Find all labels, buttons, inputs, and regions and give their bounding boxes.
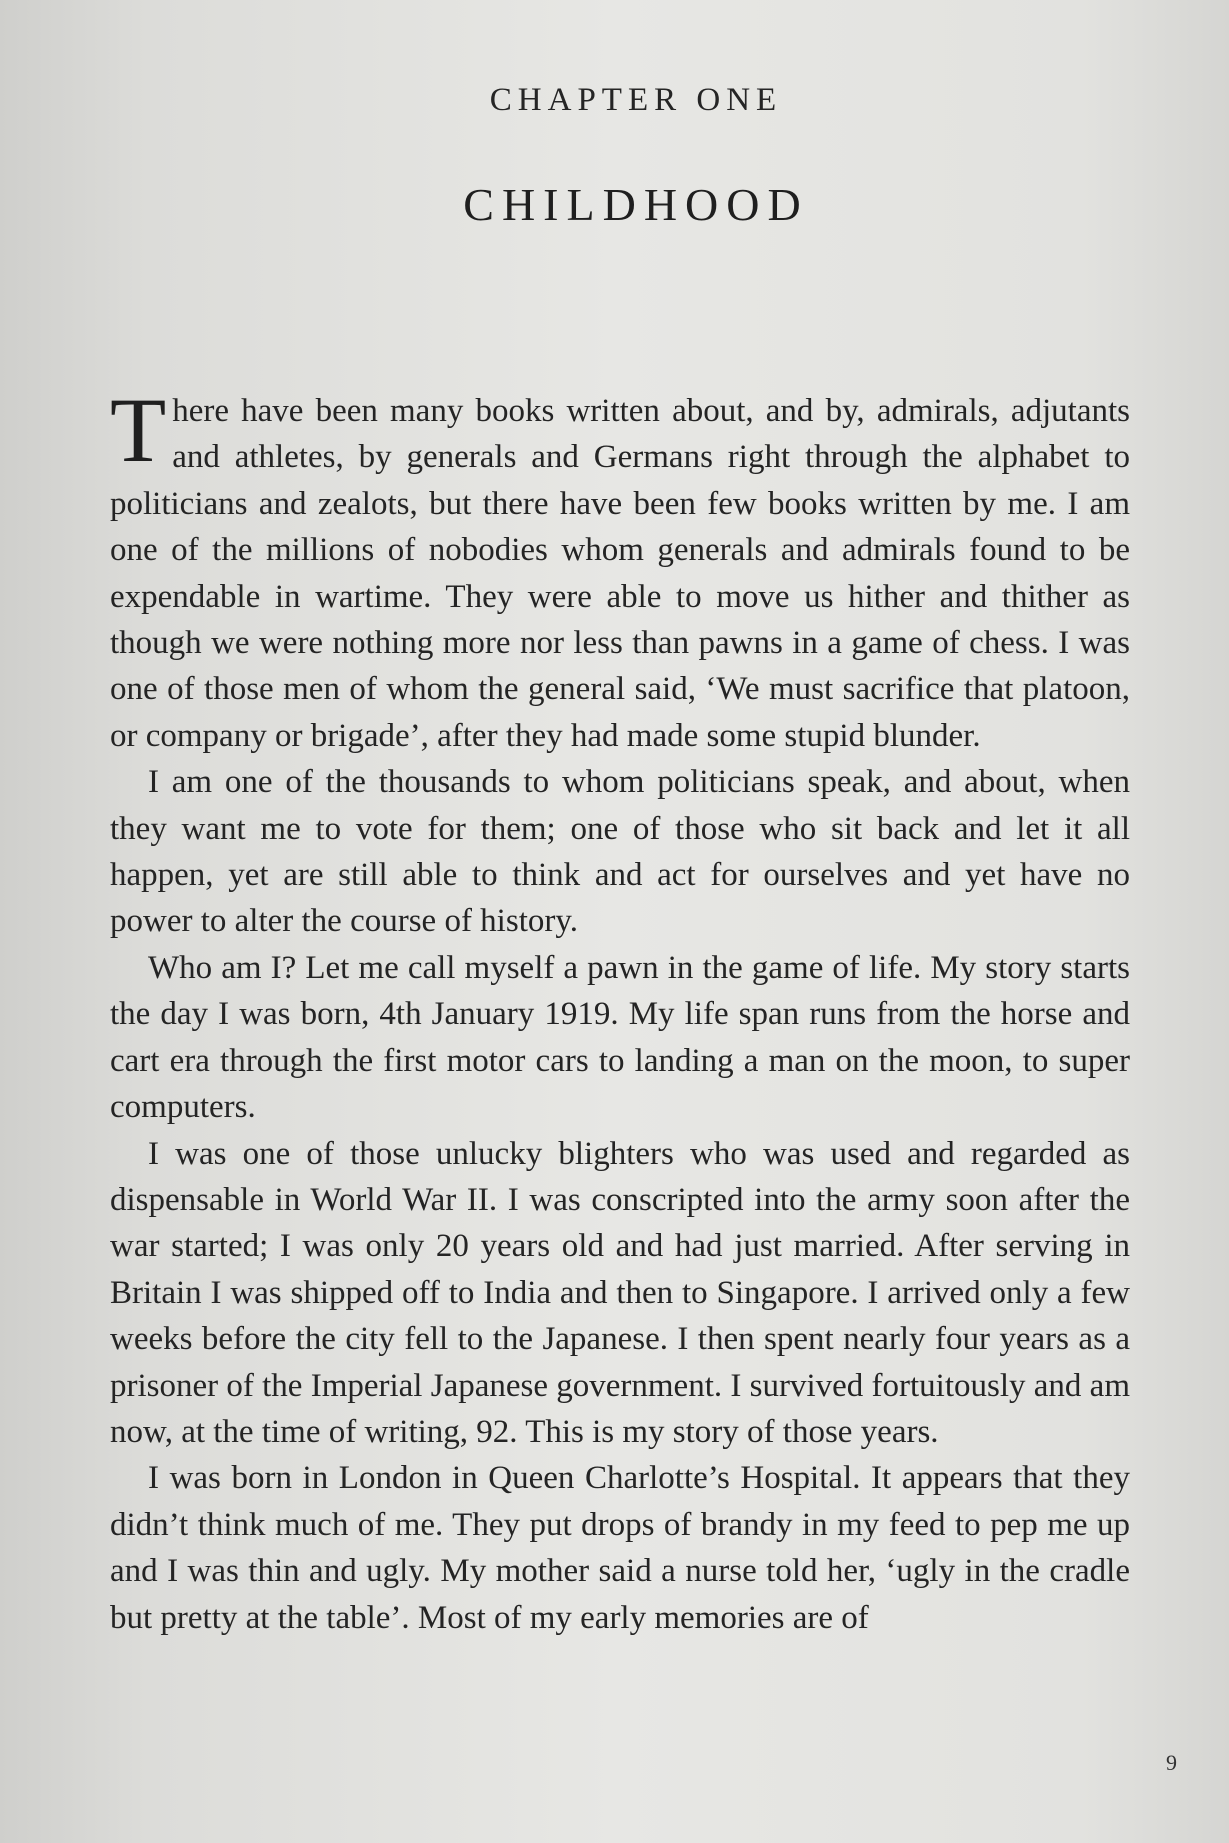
paragraph-5: I was born in London in Queen Charlotte’s Hospital. It appears that they didn’t think much of me. They put drops of brandy in my feed to pep me up and I was thin and ugly. My mother said a nurse told her, ‘ugly in the cradle but pretty at the table’. Most of my early memories are of <box>110 1460 1130 1636</box>
chapter-text <box>110 379 1130 1641</box>
paragraph-2: I am one of the thousands to whom politicians speak, and about, when they want me to vote for them; one of those who sit back and let it all happen, yet are still able to think and act for ourselves and yet have no power to alter the course of history. <box>110 764 1130 940</box>
chapter-title: CHILDHOOD <box>463 179 809 230</box>
paragraph-1-text: here have been many books written about, and by, admirals, adjutants and athletes, by generals and Germans right through the alphabet to politicians and zealots, but there have been few books written by me. I am one of the millions of nobodies whom generals and admirals found to be expendable in wartime. They were able to move us hither and thither as though we were nothing more nor less than pawns in a game of chess. I was one of those men of whom the general said, ‘We must sacrifice that platoon, or company or brigade’, after they had made some stupid blunder. <box>110 393 1130 754</box>
chapter-label: CHAPTER ONE <box>489 82 783 118</box>
paragraph-3: Who am I? Let me call myself a pawn in the game of life. My story starts the day I was born, 4th January 1919. My life span runs from the horse and cart era through the first motor cars to landing a man on the moon, to super computers. <box>110 949 1130 1126</box>
page-number: 9 <box>1166 1750 1177 1775</box>
paragraph-1 <box>110 379 1130 759</box>
drop-cap: T <box>110 379 167 481</box>
paragraph-4: I was one of those unlucky blighters who was used and regarded as dispensable in World War II. I was conscripted into the army soon after the war started; I was only 20 years old and had just married. After serving in Britain I was shipped off to India and then to Singapore. I arrived only a few weeks before the city fell to the Japanese. I then spent nearly four years as a prisoner of the Imperial Japanese government. I survived fortuitously and am now, at the time of writing, 92. This is my story of those years. <box>110 1135 1130 1450</box>
